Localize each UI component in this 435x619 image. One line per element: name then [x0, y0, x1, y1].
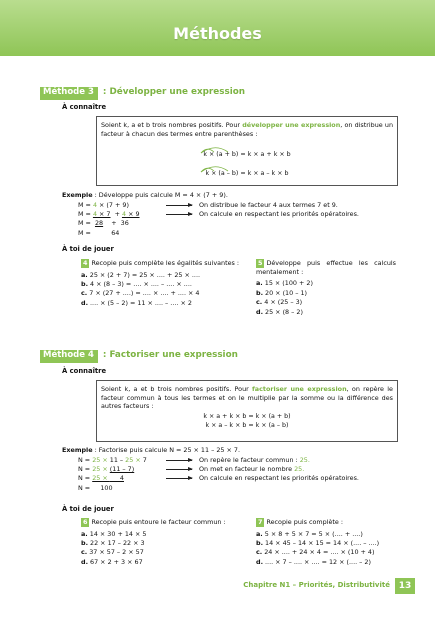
m3-calc-row: M = 4 × 7 + 4 × 9 On calcule en respectant les priorités opératoires. [78, 210, 359, 219]
m3-calculation [78, 201, 398, 238]
m3-formula-2: k × (a – b) = k × a – k × b [205, 170, 289, 177]
list-item: a. 14 × 30 + 14 × 5 [81, 529, 147, 538]
m4-formula-1: k × a + k × b = k × (a + b) [203, 412, 291, 420]
m4-rule-box [96, 380, 398, 442]
m4-calc-row: N = 25 × 11 – 25 × 7 On repère le facteur commun : 25. [78, 456, 310, 464]
method-4-title [40, 349, 238, 363]
m3-example: Exemple : Développe puis calcule M = 4 × (7 + 9). [62, 191, 228, 199]
m3-rule-text: Soient k, a et b trois nombres positifs. Pour développer une expression, on distribue un facteur à chacun des termes entre parenthèses : [101, 121, 393, 138]
m3-calc-row: M = 64 [78, 228, 120, 237]
list-item: c. 24 × .... + 24 × 4 = .... × (10 + 4) [256, 548, 375, 557]
arrow-icon [166, 214, 192, 215]
arrow-icon [166, 205, 192, 206]
m4-calc-row: N = 25 × 4 On calcule en respectant les priorités opératoires. [78, 474, 359, 483]
m4-rule-text: Soient k, a et b trois nombres positifs. Pour factoriser une expression, on repère le facteur commun à tous les termes et on le multiplie par la somme ou la différence des autres facteurs : [101, 385, 393, 411]
m4-calc-row: N = 25 × (11 – 7) On met en facteur le nombre 25. [78, 465, 305, 474]
list-item: b. 14 × 45 – 14 × 15 = 14 × (.... – ....) [256, 539, 380, 548]
method-3-title [40, 86, 245, 100]
m4-calculation [78, 456, 398, 493]
m3-formula-1: k × (a + b) = k × a + k × b [203, 151, 291, 158]
m4-a-toi-de-jouer: À toi de jouer [62, 505, 114, 513]
m4-formula-2: k × a – k × b = k × (a – b) [205, 421, 289, 429]
arrow-icon [166, 478, 192, 479]
arrow-icon [166, 469, 192, 470]
list-item: b. 20 × (10 – 1) [256, 288, 308, 297]
m4-formulas [101, 412, 393, 430]
list-item: d. .... × 7 – .... × .... = 12 × (.... – 2) [256, 557, 371, 566]
list-item: a. 5 × 8 + 5 × 7 = 5 × (.... + ....) [256, 529, 363, 538]
method-4-tag: Méthode 4 [40, 350, 98, 363]
page-header [0, 0, 435, 56]
list-item: c. 37 × 57 – 2 × 57 [81, 548, 144, 557]
list-item: c. 4 × (25 – 3) [256, 298, 303, 307]
list-item: a. 25 × (2 + 7) = 25 × .... + 25 × .... [81, 270, 201, 279]
arrow-icon [166, 460, 192, 461]
exercise-4: 4 Recopie puis complète les égalités suivantes : a. 25 × (2 + 7) = 25 × .... + 25 × .... b. 4 × (8 – 3) = .... × .... – .... × .... c. 7 × (27 + ....) = .... × .... + .... × 4 d. .... × (5 – 2) = 11 × .... – .... × 2 [81, 259, 243, 308]
m4-calc-row: N = 100 [78, 483, 113, 492]
page-footer [243, 578, 415, 594]
m4-a-connaitre: À connaître [62, 367, 107, 375]
method-3-heading: : Développer une expression [102, 87, 246, 98]
exercise-5: 5 Développe puis effectue les calculs mentalement : a. 15 × (100 + 2) b. 20 × (10 – 1) c. 4 × (25 – 3) d. 25 × (8 – 2) [256, 259, 396, 316]
method-4-heading: : Factoriser une expression [102, 350, 238, 361]
list-item: a. 15 × (100 + 2) [256, 279, 313, 288]
exercise-7: 7 Recopie puis complète : a. 5 × 8 + 5 × 7 = 5 × (.... + ....) b. 14 × 45 – 14 × 15 = 14 × (.... – ....) c. 24 × .... + 24 × 4 = .... × (10 + 4) d. .... × 7 – .... × .... = 12 × (.... – 2) [256, 518, 406, 567]
page-title: Méthodes [173, 24, 262, 43]
m3-a-connaitre: À connaître [62, 103, 107, 111]
list-item: c. 7 × (27 + ....) = .... × .... + .... × 4 [81, 289, 200, 298]
method-3-tag: Méthode 3 [40, 87, 98, 100]
chapter-label: Chapitre N1 – Priorités, Distributivité [243, 581, 390, 590]
m3-calc-row: M = 28 + 36 [78, 219, 129, 228]
exercise-6: 6 Recopie puis entoure le facteur commun : a. 14 × 30 + 14 × 5 b. 22 × 17 – 22 × 3 c. 37 × 57 – 2 × 57 d. 67 × 2 + 3 × 67 [81, 518, 243, 567]
m3-rule-box [96, 116, 398, 186]
list-item: b. 4 × (8 – 3) = .... × .... – .... × .... [81, 280, 192, 289]
m3-a-toi-de-jouer: À toi de jouer [62, 245, 114, 253]
list-item: d. 67 × 2 + 3 × 67 [81, 557, 143, 566]
list-item: d. 25 × (8 – 2) [256, 307, 303, 316]
m4-example: Exemple : Factorise puis calcule N = 25 × 11 – 25 × 7. [62, 446, 240, 454]
list-item: d. .... × (5 – 2) = 11 × .... – .... × 2 [81, 298, 192, 307]
m3-calc-row: M = 4 × (7 + 9) On distribue le facteur 4 aux termes 7 et 9. [78, 201, 338, 209]
m3-formulas [97, 149, 397, 179]
page-number: 13 [395, 578, 415, 594]
list-item: b. 22 × 17 – 22 × 3 [81, 539, 145, 548]
